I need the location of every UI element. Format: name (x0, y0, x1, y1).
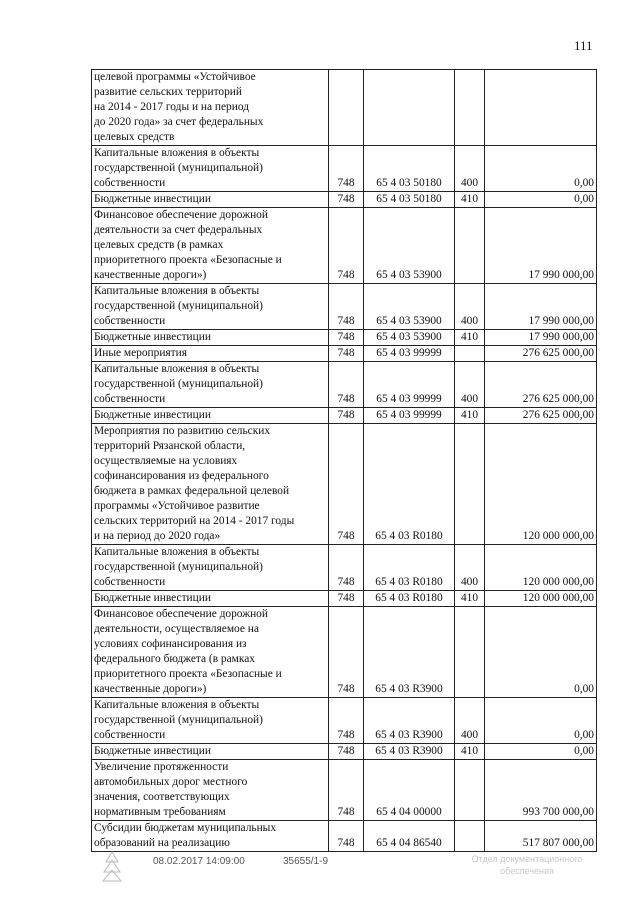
row-dept-code: 748 (329, 408, 364, 424)
row-target-code: 65 4 03 53900 (364, 284, 455, 330)
row-amount: 120 000 000,00 (485, 545, 597, 591)
row-dept-code: 748 (329, 607, 364, 698)
row-dept-code: 748 (329, 146, 364, 192)
row-name: Капитальные вложения в объекты государственной (муниципальной) собственности (92, 698, 329, 744)
row-name: Финансовое обеспечение дорожной деятельности за счет федеральных целевых средств (в рамках приоритетного проекта «Безопасные и качественные дороги») (92, 208, 329, 284)
row-target-code: 65 4 03 53900 (364, 330, 455, 346)
row-target-code: 65 4 03 R0180 (364, 545, 455, 591)
table-row (92, 330, 597, 346)
row-name: Бюджетные инвестиции (92, 330, 329, 346)
row-target-code: 65 4 03 R0180 (364, 424, 455, 545)
row-amount: 276 625 000,00 (485, 408, 597, 424)
row-target-code: 65 4 03 R0180 (364, 591, 455, 607)
row-expense-type: 410 (455, 744, 485, 760)
table-row (92, 70, 597, 146)
row-target-code: 65 4 03 53900 (364, 208, 455, 284)
table-row (92, 284, 597, 330)
table-row (92, 208, 597, 284)
row-name: Бюджетные инвестиции (92, 591, 329, 607)
emblem-logo (100, 850, 124, 884)
table-row (92, 424, 597, 545)
row-expense-type: 400 (455, 146, 485, 192)
table-row (92, 821, 597, 852)
budget-table (91, 69, 597, 852)
row-name: Субсидии бюджетам муниципальных образований на реализацию (92, 821, 329, 852)
row-amount: 517 807 000,00 (485, 821, 597, 852)
table-row (92, 146, 597, 192)
row-expense-type (455, 70, 485, 146)
row-expense-type (455, 821, 485, 852)
row-expense-type: 410 (455, 330, 485, 346)
row-dept-code: 748 (329, 362, 364, 408)
row-expense-type: 410 (455, 408, 485, 424)
row-expense-type: 400 (455, 284, 485, 330)
row-expense-type (455, 607, 485, 698)
row-name: Мероприятия по развитию сельских территорий Рязанской области, осуществляемые на условиях софинансирования из федерального бюджета в рамках федеральной целевой программы «Устойчивое развитие сельских территорий на 2014 - 2017 годы и на период до 2020 года» (92, 424, 329, 545)
row-expense-type: 400 (455, 362, 485, 408)
footer-date: 08.02.2017 14:09:00 (153, 856, 245, 867)
row-amount: 120 000 000,00 (485, 424, 597, 545)
row-name: Капитальные вложения в объекты государственной (муниципальной) собственности (92, 146, 329, 192)
row-dept-code: 748 (329, 284, 364, 330)
row-dept-code: 748 (329, 424, 364, 545)
row-amount: 0,00 (485, 607, 597, 698)
row-amount: 17 990 000,00 (485, 330, 597, 346)
row-amount: 120 000 000,00 (485, 591, 597, 607)
row-target-code: 65 4 04 00000 (364, 760, 455, 821)
row-name: Капитальные вложения в объекты государственной (муниципальной) собственности (92, 545, 329, 591)
row-expense-type: 410 (455, 192, 485, 208)
row-expense-type: 400 (455, 545, 485, 591)
row-name: Бюджетные инвестиции (92, 192, 329, 208)
row-target-code: 65 4 03 50180 (364, 192, 455, 208)
row-target-code: 65 4 03 R3900 (364, 744, 455, 760)
row-name: Бюджетные инвестиции (92, 744, 329, 760)
table-row (92, 362, 597, 408)
row-target-code: 65 4 03 99999 (364, 346, 455, 362)
row-dept-code: 748 (329, 821, 364, 852)
row-amount: 17 990 000,00 (485, 284, 597, 330)
row-expense-type (455, 760, 485, 821)
row-dept-code: 748 (329, 591, 364, 607)
row-target-code: 65 4 03 99999 (364, 408, 455, 424)
row-name: Иные мероприятия (92, 346, 329, 362)
row-dept-code: 748 (329, 346, 364, 362)
row-amount: 0,00 (485, 192, 597, 208)
table-row (92, 698, 597, 744)
office-stamp: Отдел документационного обеспечения (471, 854, 583, 876)
table-row (92, 192, 597, 208)
row-name: Капитальные вложения в объекты государственной (муниципальной) собственности (92, 362, 329, 408)
row-name: Капитальные вложения в объекты государственной (муниципальной) собственности (92, 284, 329, 330)
row-target-code (364, 70, 455, 146)
row-name: целевой программы «Устойчивое развитие сельских территорий на 2014 - 2017 годы и на период до 2020 года» за счет федеральных целевых средств (92, 70, 329, 146)
row-amount: 17 990 000,00 (485, 208, 597, 284)
table-row (92, 744, 597, 760)
row-dept-code: 748 (329, 744, 364, 760)
row-dept-code: 748 (329, 330, 364, 346)
row-amount: 0,00 (485, 146, 597, 192)
row-amount: 0,00 (485, 744, 597, 760)
table-row (92, 591, 597, 607)
row-dept-code (329, 70, 364, 146)
footer-doc-number: 35655/1-9 (283, 856, 329, 867)
row-dept-code: 748 (329, 545, 364, 591)
table-row (92, 545, 597, 591)
row-expense-type: 410 (455, 591, 485, 607)
row-expense-type: 400 (455, 698, 485, 744)
row-target-code: 65 4 03 R3900 (364, 698, 455, 744)
row-amount: 993 700 000,00 (485, 760, 597, 821)
row-expense-type (455, 208, 485, 284)
table-row (92, 408, 597, 424)
table-row (92, 760, 597, 821)
row-dept-code: 748 (329, 760, 364, 821)
row-name: Финансовое обеспечение дорожной деятельности, осуществляемое на условиях софинансирования из федерального бюджета (в рамках приоритетного проекта «Безопасные и качественные дороги») (92, 607, 329, 698)
row-amount (485, 70, 597, 146)
row-expense-type (455, 346, 485, 362)
row-amount: 0,00 (485, 698, 597, 744)
row-target-code: 65 4 03 50180 (364, 146, 455, 192)
row-target-code: 65 4 03 R3900 (364, 607, 455, 698)
row-name: Бюджетные инвестиции (92, 408, 329, 424)
row-dept-code: 748 (329, 208, 364, 284)
row-target-code: 65 4 04 86540 (364, 821, 455, 852)
table-row (92, 607, 597, 698)
row-name: Увеличение протяженности автомобильных дорог местного значения, соответствующих нормативным требованиям (92, 760, 329, 821)
row-amount: 276 625 000,00 (485, 362, 597, 408)
row-dept-code: 748 (329, 698, 364, 744)
page-number: 111 (574, 38, 593, 53)
row-expense-type (455, 424, 485, 545)
row-dept-code: 748 (329, 192, 364, 208)
row-target-code: 65 4 03 99999 (364, 362, 455, 408)
row-amount: 276 625 000,00 (485, 346, 597, 362)
table-row (92, 346, 597, 362)
